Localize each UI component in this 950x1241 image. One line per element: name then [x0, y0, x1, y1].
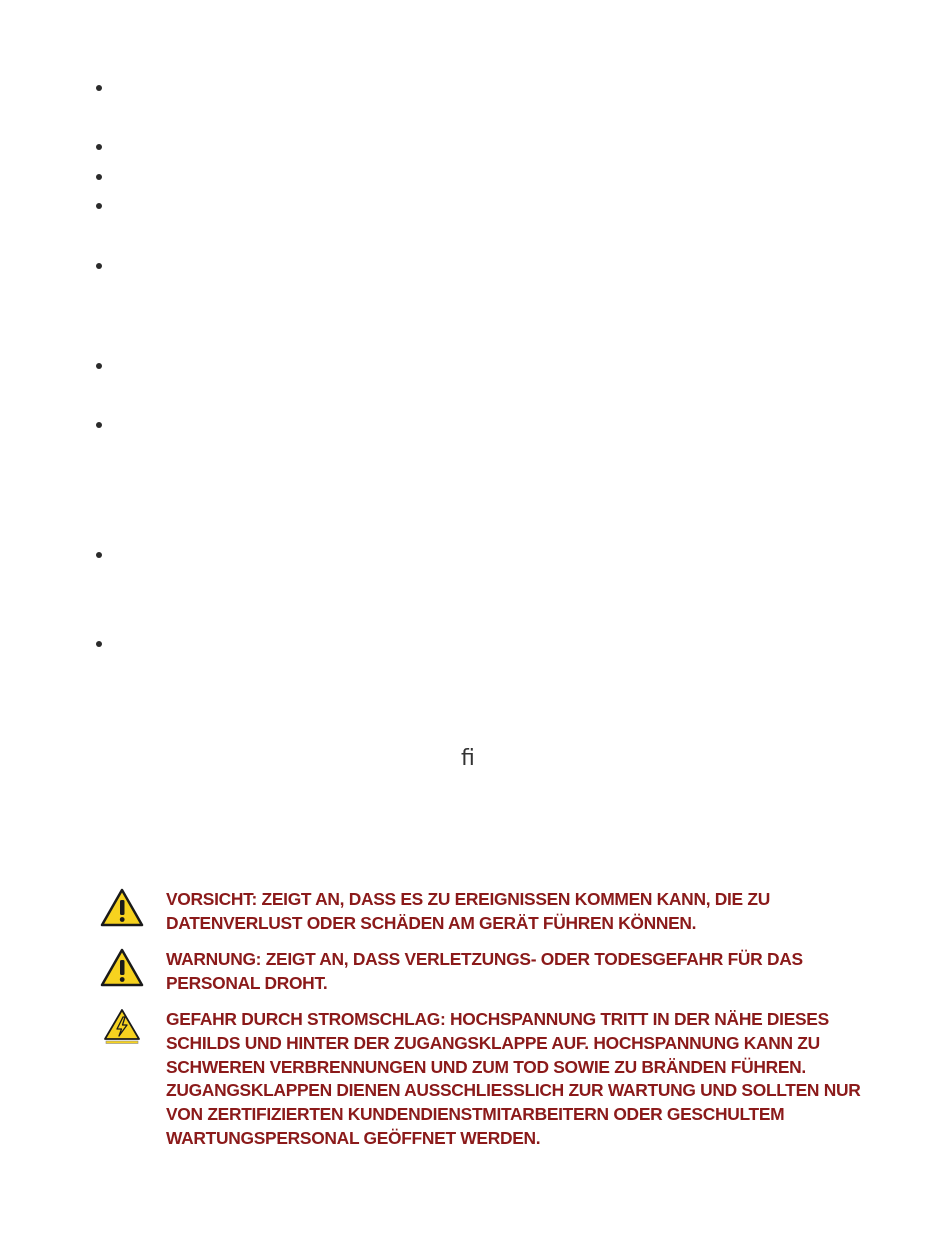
list-bullet [96, 263, 102, 269]
list-bullet [96, 422, 102, 428]
list-bullet [96, 174, 102, 180]
warning-text: WARNUNG: ZEIGT AN, DASS VERLETZUNGS- ODER TODESGEFAHR FÜR DAS PERSONAL DROHT. [166, 949, 803, 993]
list-bullet [96, 85, 102, 91]
list-bullet [96, 363, 102, 369]
warning-triangle-icon [100, 948, 144, 993]
electric-shock-icon [102, 1008, 142, 1051]
list-bullet [96, 641, 102, 647]
list-bullet [96, 144, 102, 150]
shock-text: GEFAHR DURCH STROMSCHLAG: HOCHSPANNUNG TRITT IN DER NÄHE DIESES SCHILDS UND HINTER DER ZUGANGSKLAPPE AUF. HOCHSPANNUNG KANN ZU SCHWEREN VERBRENNUNGEN UND ZUM TOD SOWIE ZU BRÄNDEN FÜHREN. ZUGANGSKLAPPEN DIENEN AUSSCHLIESSLICH ZUR WARTUNG UND SOLLTEN NUR VON ZERTIFIZIERTEN KUNDENDIENSTMITARBEITERN ODER GESCHULTEM WARTUNGSPERSONAL GEÖFFNET WERDEN. [166, 1009, 861, 1148]
caution-text: VORSICHT: ZEIGT AN, DASS ES ZU EREIGNISSEN KOMMEN KANN, DIE ZU DATENVERLUST ODER SCHÄDEN AM GERÄT FÜHREN KÖNNEN. [166, 889, 770, 933]
list-bullet [96, 552, 102, 558]
ligature-glyph: ﬁ [461, 746, 475, 771]
list-bullet [96, 203, 102, 209]
warning-triangle-icon [100, 888, 144, 933]
